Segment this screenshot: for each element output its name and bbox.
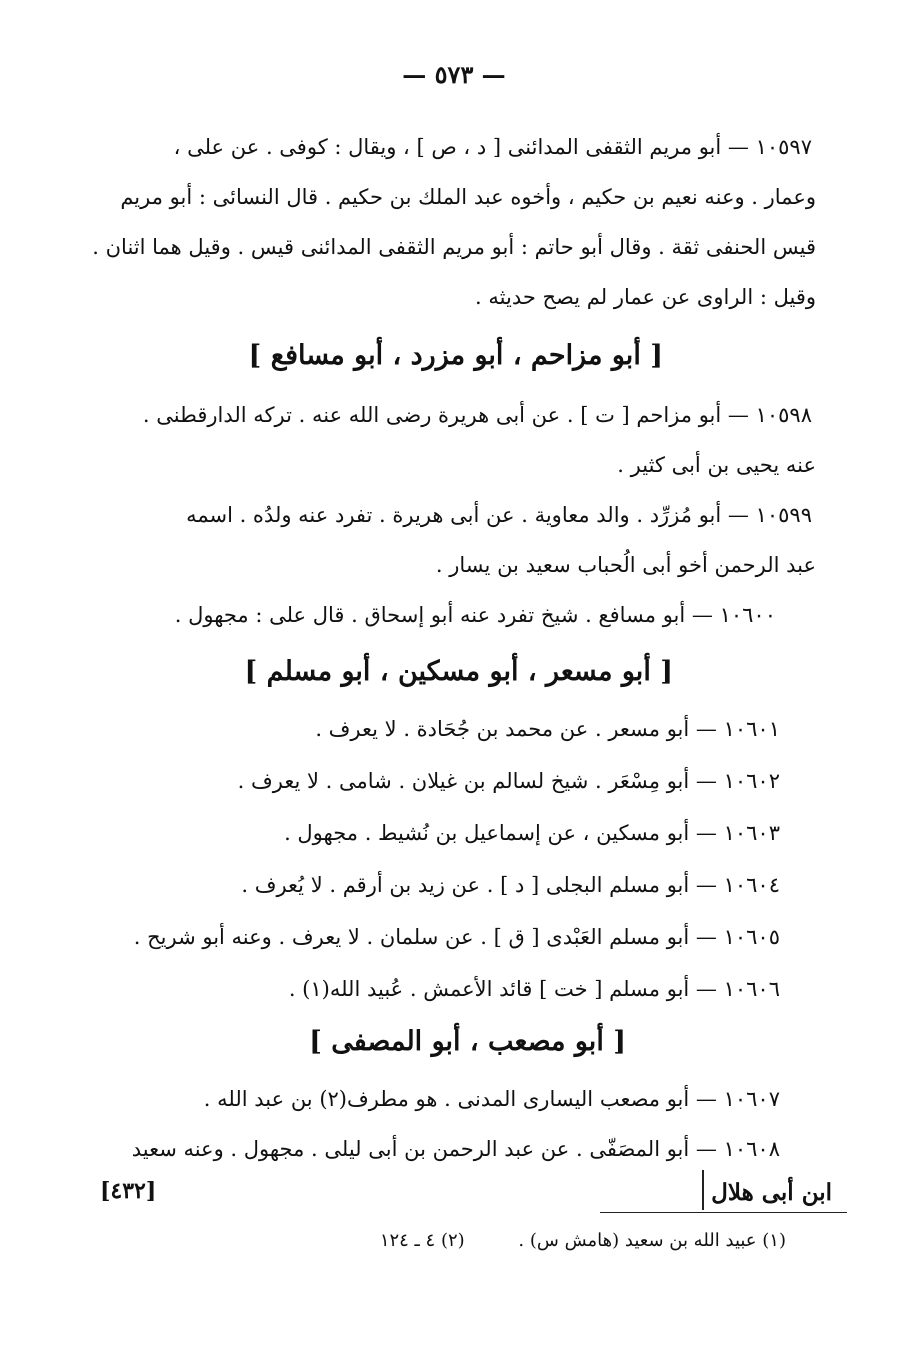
text-line-16: ١٠٦٠٥ — أبو مسلم العَبْدى [ ق ] . عن سلمان . لا يعرف . وعنه أبو شريح . (133, 925, 780, 949)
text-line-1: ١٠٥٩٧ — أبو مريم الثقفى المدائنى [ د ، ص ] ، ويقال : كوفى . عن على ، (173, 135, 812, 159)
text-line-12: ١٠٦٠١ — أبو مسعر . عن محمد بن جُحَادة . لا يعرف . (315, 717, 780, 741)
text-line-17: ١٠٦٠٦ — أبو مسلم [ خت ] قائد الأعمش . عُبيد الله(١) . (288, 977, 780, 1001)
page-number: — ٥٧٣ — (402, 60, 506, 89)
text-line-2: وعمار . وعنه نعيم بن حكيم ، وأخوه عبد الملك بن حكيم . قال النسائى : أبو مريم (120, 185, 816, 209)
section-heading-2: [ أبو مسعر ، أبو مسكين ، أبو مسلم ] (244, 656, 673, 687)
text-line-15: ١٠٦٠٤ — أبو مسلم البجلى [ د ] . عن زيد بن أرقم . لا يُعرف . (241, 873, 780, 897)
manuscript-folio-marker: [٤٣٢] (100, 1178, 157, 1204)
text-line-7: عنه يحيى بن أبى كثير . (617, 453, 816, 477)
text-line-9: عبد الرحمن أخو أبى الُحباب سعيد بن يسار . (435, 553, 816, 577)
text-line-4: وقيل : الراوى عن عمار لم يصح حديثه . (475, 285, 816, 309)
text-line-13: ١٠٦٠٢ — أبو مِسْعَر . شيخ لسالم بن غيلان . شامى . لا يعرف . (237, 769, 780, 793)
footnote-separator (600, 1212, 847, 1213)
text-line-3: قيس الحنفى ثقة . وقال أبو حاتم : أبو مريم الثقفى المدائنى قيس . وقيل هما اثنان . (92, 235, 816, 259)
footnote-2: (٢) ٤ ـ ١٢٤ (379, 1230, 465, 1251)
text-line-21: ابن أبى هلال (711, 1179, 832, 1206)
text-line-19: ١٠٦٠٧ — أبو مصعب اليسارى المدنى . هو مطرف(٢) بن عبد الله . (203, 1087, 780, 1111)
section-heading-3: [ أبو مصعب ، أبو المصفى ] (309, 1026, 626, 1057)
section-heading-1: [ أبو مزاحم ، أبو مزرد ، أبو مسافع ] (248, 340, 663, 371)
text-line-6: ١٠٥٩٨ — أبو مزاحم [ ت ] . عن أبى هريرة رضى الله عنه . تركه الدارقطنى . (142, 403, 812, 427)
text-line-20: ١٠٦٠٨ — أبو المصَفّى . عن عبد الرحمن بن أبى ليلى . مجهول . وعنه سعيد (131, 1137, 780, 1161)
text-line-14: ١٠٦٠٣ — أبو مسكين ، عن إسماعيل بن نُشيط . مجهول . (284, 821, 780, 845)
footnotes (380, 1226, 786, 1256)
folio-slash-mark (702, 1170, 704, 1210)
text-line-8: ١٠٥٩٩ — أبو مُزرِّد . والد معاوية . عن أبى هريرة . تفرد عنه ولدُه . اسمه (186, 503, 812, 527)
text-line-10: ١٠٦٠٠ — أبو مسافع . شيخ تفرد عنه أبو إسحاق . قال على : مجهول . (174, 603, 776, 627)
footnote-1: (١) عبيد الله بن سعيد (هامش س) . (518, 1230, 786, 1251)
